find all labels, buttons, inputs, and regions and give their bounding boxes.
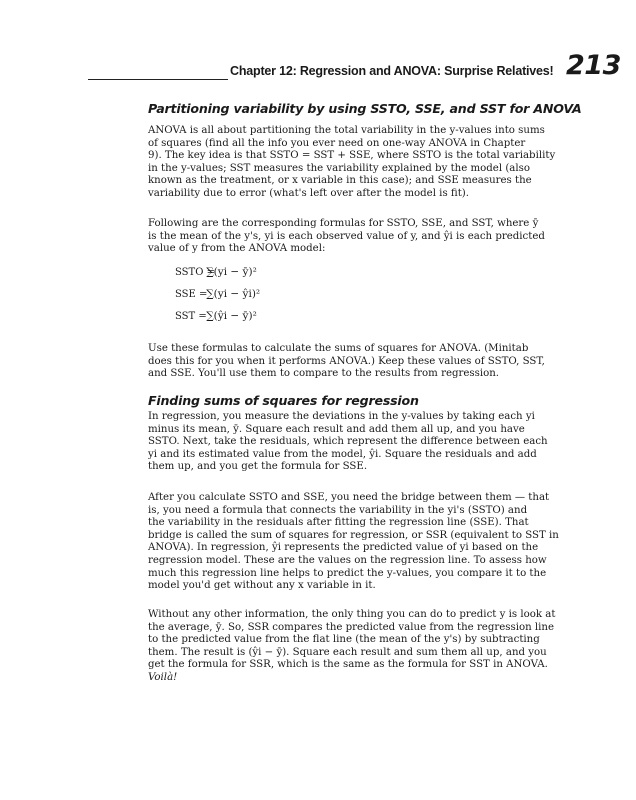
- text-line: known as the treatment, or x variable in this case); and SSE measures the: [148, 175, 532, 187]
- paragraph-ssr-formula: [148, 609, 556, 685]
- text-line: of squares (find all the info you ever need on one-way ANOVA in Chapter: [148, 137, 526, 149]
- formula-label: SSTO =: [175, 267, 215, 278]
- paragraph-ssr-bridge: [148, 492, 559, 593]
- formula-sst: [175, 310, 257, 322]
- text-line: Voilà!: [148, 671, 178, 683]
- text-line: After you calculate SSTO and SSE, you need the bridge between them — that: [148, 492, 550, 503]
- text-line: ANOVA). In regression, ŷi represents the predicted value of yi based on the: [148, 542, 539, 554]
- text-line: value of y from the ANOVA model:: [148, 243, 326, 255]
- text-line: 9). The key idea is that SSTO = SST + SSE, where SSTO is the total variability: [148, 150, 556, 162]
- text-line: is, you need a formula that connects the variability in the yi's (SSTO) and: [148, 504, 528, 516]
- formula-expression: ∑(ŷi − ȳ)²: [206, 310, 257, 322]
- text-line: model you'd get without any x variable in it.: [148, 580, 376, 592]
- paragraph-use-formulas: [148, 343, 550, 381]
- text-line: bridge is called the sum of squares for regression, or SSR (equivalent to SST in: [148, 529, 559, 541]
- formula-sse: [175, 288, 260, 300]
- text-line: variability due to error (what's left over after the model is fit).: [148, 187, 470, 199]
- text-line: minus its mean, ȳ. Square each result and add them all up, and you have: [148, 423, 525, 435]
- section-heading-regression-ss: Finding sums of squares for regression: [148, 393, 419, 408]
- page-number: 213: [566, 50, 621, 81]
- section-heading-ssto-sse-sst: Partitioning variability by using SSTO, SSE, and SST for ANOVA: [148, 101, 582, 116]
- formula-label: SSE =: [175, 289, 208, 300]
- formula-label: SST =: [175, 311, 207, 322]
- header-rule: [88, 79, 228, 80]
- text-line: them up, and you get the formula for SSE.: [148, 461, 368, 473]
- text-line: regression model. These are the values on the regression line. To assess how: [148, 554, 547, 566]
- text-line: Without any other information, the only thing you can do to predict y is look at: [148, 609, 556, 620]
- text-line: get the formula for SSR, which is the same as the formula for SST in ANOVA.: [148, 659, 548, 671]
- text-line: the variability in the residuals after fitting the regression line (SSE). That: [148, 517, 529, 529]
- text-line: the average, ȳ. So, SSR compares the predicted value from the regression line: [148, 621, 555, 633]
- text-line: yi and its estimated value from the model, ŷi. Square the residuals and add: [148, 448, 537, 460]
- text-line: them. The result is (ŷi − ȳ). Square each result and sum them all up, and you: [148, 646, 547, 658]
- paragraph-anova-partitioning: [148, 125, 556, 201]
- text-line: and SSE. You'll use them to compare to the results from regression.: [148, 368, 500, 380]
- formula-ssto: [175, 266, 257, 278]
- text-line: to the predicted value from the flat line (the mean of the y's) by subtracting: [148, 634, 540, 646]
- text-line: SSTO. Next, take the residuals, which represent the difference between each: [148, 436, 548, 448]
- text-line: Following are the corresponding formulas for SSTO, SSE, and SST, where ȳ: [148, 218, 539, 229]
- text-line: ANOVA is all about partitioning the total variability in the y-values into sums: [148, 125, 545, 136]
- text-line: does this for you when it performs ANOVA.) Keep these values of SSTO, SST,: [148, 355, 545, 367]
- formula-expression: ∑(yi − ŷi)²: [206, 288, 261, 300]
- text-line: In regression, you measure the deviations in the y-values by taking each yi: [148, 411, 535, 422]
- chapter-title: Chapter 12: Regression and ANOVA: Surprise Relatives!: [230, 64, 554, 78]
- text-line: Use these formulas to calculate the sums of squares for ANOVA. (Minitab: [148, 343, 529, 354]
- paragraph-regression-deviations: [148, 411, 550, 474]
- text-line: in the y-values; SST measures the variability explained by the model (also: [148, 162, 531, 174]
- text-line: much this regression line helps to predict the y-values, you compare it to the: [148, 567, 547, 579]
- formula-expression: ∑(yi − ȳ)²: [206, 266, 257, 278]
- text-line: is the mean of the y's, yi is each observed value of y, and ŷi is each predicted: [148, 230, 545, 242]
- paragraph-formula-intro: [148, 218, 550, 256]
